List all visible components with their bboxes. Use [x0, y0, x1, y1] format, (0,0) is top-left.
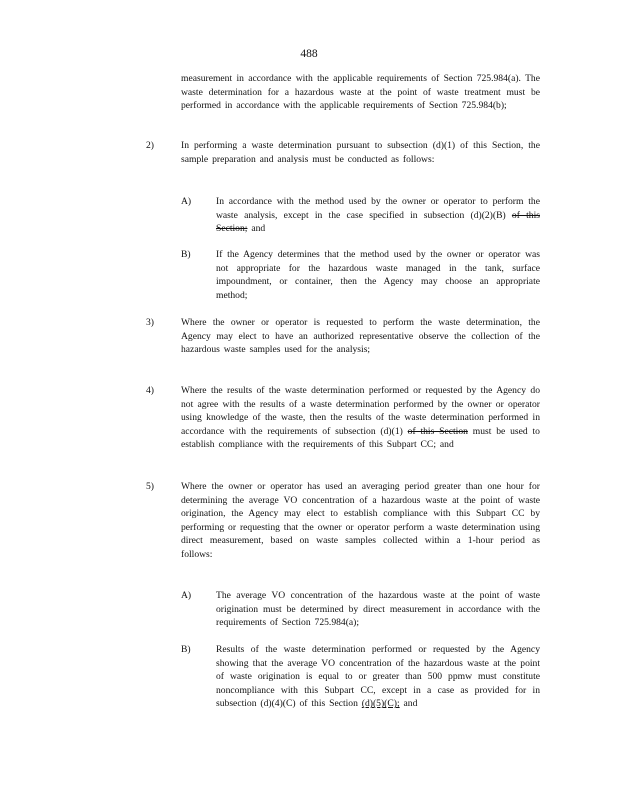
intro-text: measurement in accordance with the applicable requirements of Section 725.984(a). The waste determination for a hazardous waste at the point of waste treatment must be performed in accordance with the applicable requirements of Section 725.984(b); — [181, 73, 540, 112]
item-5-subitem-a-label: A) — [181, 590, 192, 601]
item-number-4: 4) — [146, 385, 154, 396]
item-5-subitem-b-text: Results of the waste determination performed or requested by the Agency showing that the average VO concentration of the hazardous waste at the point of waste origination is equal to or greater than 500 ppmw must constitute noncompliance with this Subpart CC, except in a case as provided for in subsection (d)(4)(C) of this Section (d)(5)(C); and — [216, 644, 540, 710]
item-5-text: Where the owner or operator has used an averaging period greater than one hour for determining the average VO concentration of a hazardous waste at the point of waste origination, the Agency may elect to establish compliance with this Subpart CC by performing or requesting that the owner or operator perform a waste determination using direct measurement, based on waste samples collected within a 1-hour period as follows: — [181, 481, 540, 560]
intro-paragraph — [181, 72, 540, 113]
item-number-2: 2) — [146, 140, 154, 151]
item-2-subitem-b-label: B) — [181, 249, 191, 260]
item-2-subitem-a-text: In accordance with the method used by the owner or operator to perform the waste analysis, except in the case specified in subsection (d)(2)(B) of this Section; and — [216, 196, 540, 235]
item-4-text: Where the results of the waste determination performed or requested by the Agency do not agree with the results of a waste determination performed by the owner or operator using knowledge of the waste, then the results of the waste determination performed in accordance with the requirements of subsection (d)(1) of this Section must be used to establish compliance with the requirements of this Subpart CC; and — [181, 385, 540, 451]
underlined-text: (d)(5)(C); — [361, 698, 400, 710]
item-5-subitem-a-text: The average VO concentration of the hazardous waste at the point of waste origination must be determined by direct measurement in accordance with the requirements of Section 725.984(a); — [216, 590, 540, 629]
item-2-subitem-b-text: If the Agency determines that the method used by the owner or operator was not appropriate for the hazardous waste managed in the tank, surface impoundment, or container, then the Agency may choose an appropriate method; — [216, 249, 540, 301]
struck-text: of this Section — [407, 425, 468, 437]
item-2-subitem-a-label: A) — [181, 196, 192, 207]
item-number-5: 5) — [146, 481, 154, 492]
struck-text: of this Section; — [216, 209, 540, 235]
item-2-text: In performing a waste determination pursuant to subsection (d)(1) of this Section, the sample preparation and analysis must be conducted as follows: — [181, 140, 540, 165]
item-3-text: Where the owner or operator is requested to perform the waste determination, the Agency may elect to have an authorized representative observe the collection of the hazardous waste samples used for the analysis; — [181, 317, 540, 356]
item-5-subitem-b-label: B) — [181, 644, 191, 655]
item-number-3: 3) — [146, 317, 154, 328]
page-number: 488 — [300, 48, 318, 60]
